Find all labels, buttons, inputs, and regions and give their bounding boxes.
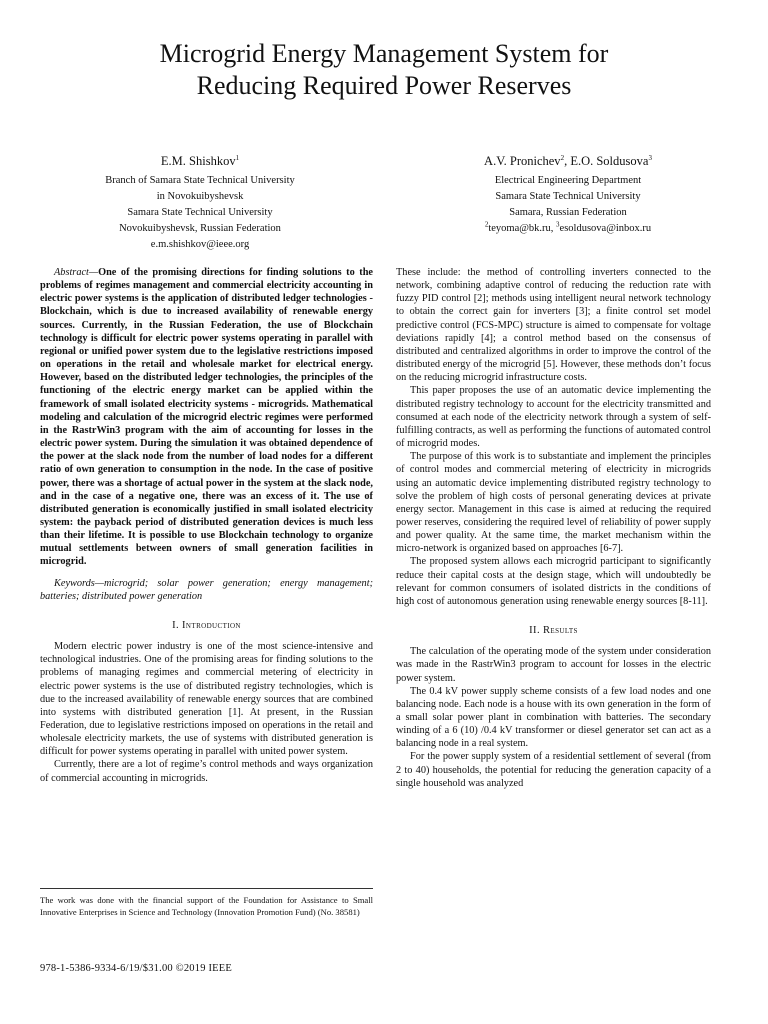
body-paragraph: The proposed system allows each microgrid participant to significantly reduce their capital costs at the design stage, which will undoubtedly be relevant for common consumers of isolated districts in the conditions of high cost of autonomous generation using renewable energy sources [8-11]. bbox=[396, 556, 711, 607]
author-superscript: 3 bbox=[648, 153, 652, 162]
title-line-2: Reducing Required Power Reserves bbox=[196, 71, 572, 100]
author-email[interactable]: e.m.shishkov@ieee.org bbox=[150, 239, 250, 250]
author-name: A.V. Pronichev bbox=[484, 154, 561, 168]
keywords: Keywords—microgrid; solar power generation; energy management; batteries; distributed power generation bbox=[40, 577, 373, 602]
email-superscript: 2 bbox=[484, 220, 489, 229]
author-name: E.O. Soldusova bbox=[570, 154, 649, 168]
abstract-text: One of the promising directions for finding solutions to the problems of regimes management and commercial electricity accounting in electric power systems is the application of distributed ledger technologies - Blockchain, which is due to increased availability of renewable energy sources. Currently, in the Russian Federation, the use of Blockchain technology is difficult for electric power systems operating in parallel with regional or unified power system due to the legislative restrictions imposed on operations in the retail and wholesale market for electrical energy. However, based on the distributed ledger technologies, the principles of the functioning of the electric energy market can be applied within the framework of small isolated electricity systems - microgrids. Mathematical modeling and calculation of the microgrid electric regimes were performed in the RastrWin3 program with the aim of accounting for losses in the electric power system. During the simulation it was obtained dependence of the power at the slack node from the number of load nodes for a different ratio of own generation to consumption in the node. In the case of positive power, there was a shortage of actual power in the system at the slack node, and in the case of a negative one, there was an excess of it. The use of distributed generation is economically justified in small isolated electricity system: the payback period of distributed generation devices is much less than their lifetime. It is possible to use Blockchain technology to organize mutual settlements between owners of small generation facilities in microgrid. bbox=[40, 267, 373, 568]
author-names-right bbox=[432, 153, 704, 169]
body-paragraph: Currently, there are a lot of regime’s control methods and ways organization of commercial accounting in microgrids. bbox=[40, 759, 373, 784]
body-paragraph: The purpose of this work is to substantiate and implement the principles of control modes and commercial metering of electricity in microgrids using an automatic device implementing distributed registry technology to solve the problem of high costs of personal generating devices at private energy sector. Management in this case is aimed at reducing the required power reserves, considering the required level of reliability of power supply and power quality. At the same time, the market mechanism within the micro-network is organized based on approaches [6-7]. bbox=[396, 451, 711, 555]
body-paragraph: The calculation of the operating mode of the system under consideration was made in the RastrWin3 program to account for losses in the electric power system. bbox=[396, 646, 711, 684]
body-paragraph: The 0.4 kV power supply scheme consists of a few load nodes and one balancing node. Each node is a house with its own generation in the form of a small solar power plant in combination with batteries. The secondary winding of a 6 (10) /0.4 kV transformer or diesel generator set can act as a balancing node in a real system. bbox=[396, 685, 711, 750]
email-superscript: 3 bbox=[556, 220, 560, 229]
title-line-1: Microgrid Energy Management System for bbox=[159, 39, 609, 68]
affiliation-line: Novokuibyshevsk, Russian Federation bbox=[119, 223, 281, 234]
affiliation-line: Samara State Technical University bbox=[495, 191, 641, 202]
body-paragraph: For the power supply system of a residential settlement of several (from 2 to 40) households, the potential for reducing the generation capacity of a single household was analyzed bbox=[396, 751, 711, 789]
author-emails[interactable] bbox=[432, 221, 704, 237]
left-column bbox=[40, 266, 373, 785]
author-superscript: 2 bbox=[560, 153, 565, 162]
paper-title bbox=[40, 38, 728, 102]
right-column bbox=[396, 266, 711, 790]
affiliation-line: Samara, Russian Federation bbox=[509, 207, 627, 218]
body-paragraph: Modern electric power industry is one of the most science-intensive and technological industries. One of the promising areas for finding solutions to the problems of managing regimes and commercial metering of electricity in electric power systems is the use of distributed registry technologies, which is due to the increased availability of renewable energy sources that are combined into systems with distributed generation [1]. At present, in the Russian Federation, due to legislative restrictions imposed on operations in the retail and wholesale electricity markets, the use of systems with distributed generation is difficult for power systems operating in parallel with united power system. bbox=[40, 641, 373, 758]
author-name: E.M. Shishkov bbox=[160, 154, 236, 168]
author-separator: , bbox=[564, 154, 571, 168]
body-paragraph: This paper proposes the use of an automatic device implementing the distributed registry technology to account for the electricity transmitted and consumed at each node of the electricity network through a system of self-fulfilling contracts, as well as performing the functions of automated control of microgrid modes. bbox=[396, 385, 711, 450]
abstract bbox=[40, 266, 373, 569]
author-block-left bbox=[70, 153, 330, 253]
section-heading-introduction: I. Introduction bbox=[172, 619, 241, 631]
section-heading-results: II. Results bbox=[529, 625, 578, 637]
author-superscript: 1 bbox=[235, 153, 240, 162]
affiliation-line: in Novokuibyshevsk bbox=[156, 191, 244, 202]
copyright-notice: 978-1-5386-9334-6/19/$31.00 ©2019 IEEE bbox=[40, 963, 233, 974]
author-block-right bbox=[432, 153, 704, 237]
affiliation-line: Samara State Technical University bbox=[127, 207, 273, 218]
author-email[interactable]: teyoma@bk.ru, bbox=[488, 223, 557, 234]
abstract-lead: Abstract— bbox=[54, 267, 99, 278]
affiliation-line: Branch of Samara State Technical University bbox=[105, 175, 295, 186]
funding-footnote: The work was done with the financial support of the Foundation for Assistance to Small Innovative Enterprises in Science and Technology (Innovation Promotion Fund) (No. 38581) bbox=[40, 888, 373, 918]
author-names-left bbox=[70, 153, 330, 169]
body-paragraph: These include: the method of controlling inverters connected to the network, combining adaptive control of reducing the reduction rate with fuzzy PID control [2]; methods using intelligent neural network technology to obtain the correct gain for inverters [3]; a finite control set model predictive control (FCS-MPC) structure is aimed to compensate for voltage deviations rapidly [4]; a control method based on the consensus of distributed and centralized algorithms in order to improve the control of the distributed energy of the microgrid [5]. However, these methods don’t focus on the reducing microgrid infrastructure costs. bbox=[396, 267, 711, 384]
affiliation-line: Electrical Engineering Department bbox=[494, 175, 642, 186]
author-email[interactable]: esoldusova@inbox.ru bbox=[559, 223, 652, 234]
